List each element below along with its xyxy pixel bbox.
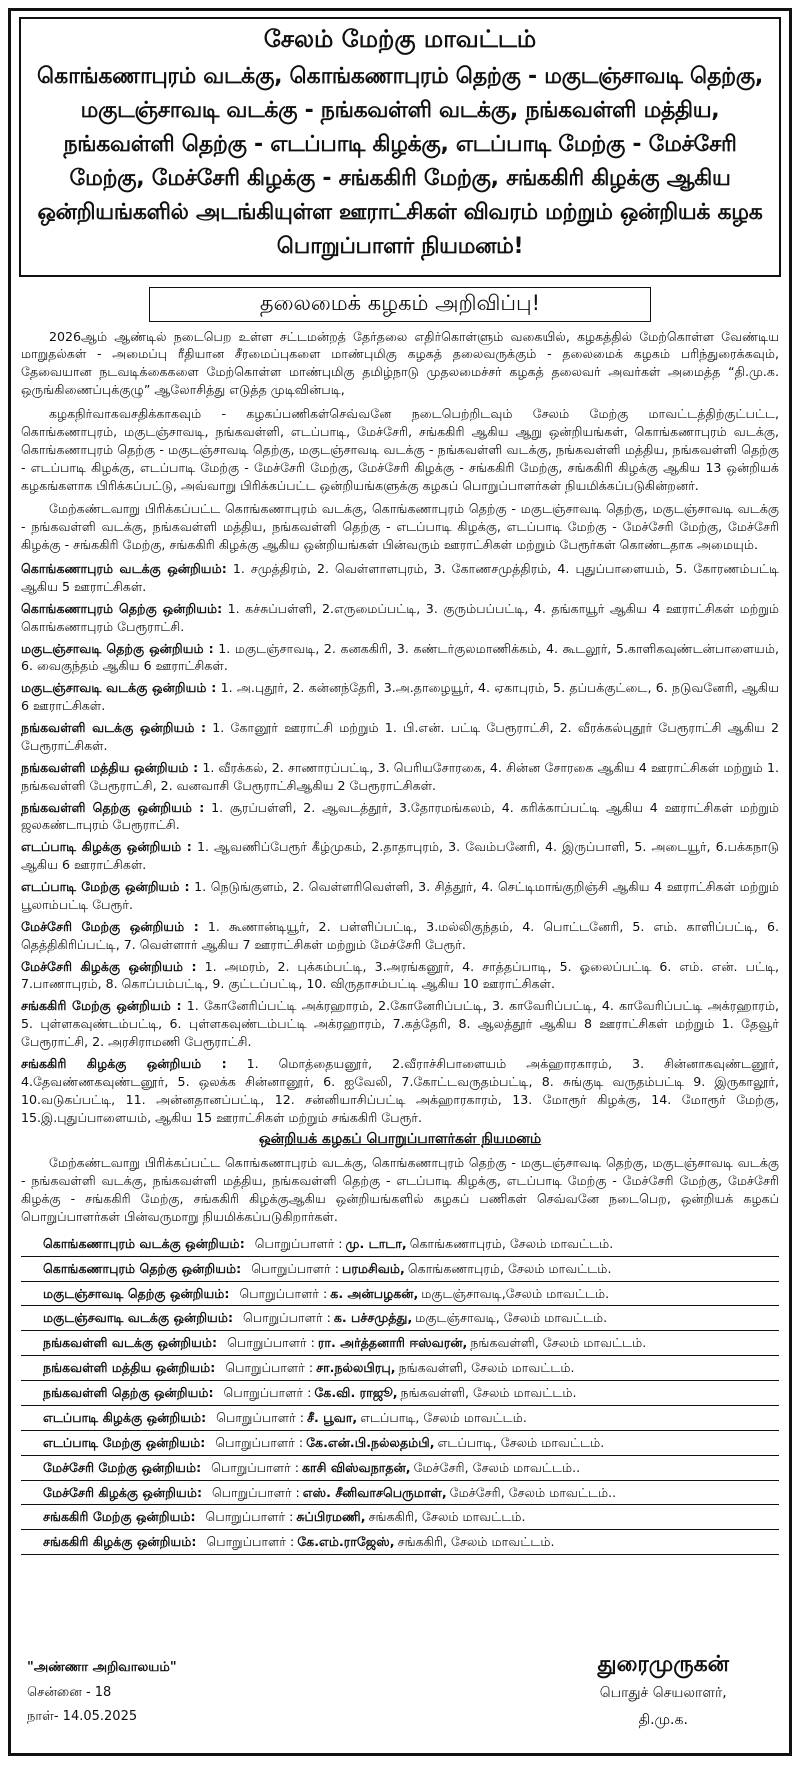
party-name: தி.மு.க. bbox=[638, 1711, 688, 1728]
appointment-row bbox=[21, 1306, 779, 1331]
office-name: "அண்ணா அறிவாலயம்" bbox=[27, 1660, 177, 1675]
appointee-place: நங்கவள்ளி, சேலம் மாவட்டம். bbox=[398, 1360, 575, 1376]
appointment-role: பொறுப்பாளர் : bbox=[243, 1310, 331, 1326]
appointee-place: மகுடஞ்சாவடி, சேலம் மாவட்டம். bbox=[415, 1310, 608, 1326]
appointment-role: பொறுப்பாளர் : bbox=[254, 1235, 343, 1251]
union-entry bbox=[21, 799, 779, 835]
appointment-union: மேச்சேரி மேற்கு ஒன்றியம்: bbox=[43, 1459, 202, 1475]
appointee-name: மு. டாடா, bbox=[345, 1235, 407, 1251]
appointment-row bbox=[21, 1282, 779, 1307]
paragraph: மேற்கண்டவாறு பிரிக்கப்பட்ட கொங்கணாபுரம் வடக்கு, கொங்கணாபுரம் தெற்கு - மகுடஞ்சாவடி தெற்கு, மகுடஞ்சாவடி வடக்கு - நங்கவள்ளி வடக்கு, நங்கவள்ளி மத்திய, நங்கவள்ளி தெற்கு - எடப்பாடி கிழக்கு, எடப்பாடி மேற்கு - மேச்சேரி மேற்கு, மேச்சேரி கிழக்கு - சங்ககிரி மேற்கு, சங்ககிரி கிழக்கு ஆகிய ஒன்றியங்கள் பின்வரும் ஊராட்சிகள் மற்றும் பேரூர்கள் கொண்டதாக அமையும். bbox=[21, 501, 779, 553]
announcement-banner: தலைமைக் கழகம் அறிவிப்பு! bbox=[149, 287, 651, 322]
appointee-place: மேச்சேரி, சேலம் மாவட்டம்.. bbox=[413, 1459, 581, 1475]
appointee-name: எஸ். சீனிவாசபெருமாள், bbox=[302, 1484, 447, 1500]
paragraph: 2026ஆம் ஆண்டில் நடைபெற உள்ள சட்டமன்றத் தேர்தலை எதிர்கொள்ளும் வகையில், கழகத்தில் மேற்கொள்ள வேண்டிய மாறுதல்கள் - அமைப்பு ரீதியான சீரமைப்புகளை மாண்புமிகு கழகத் தலைவருக்கும் - தலைமைக் கழகம் பரிந்துரைக்கவும், தேவையான நடவடிக்கைகளை மேற்கொள்ள மாண்புமிகு தமிழ்நாடு முதலமைச்சர் கழகத் தலைவர் அவர்கள் அமைத்த “தி.மு.க. ஒருங்கிணைப்புக்குழு” ஆலோசித்து எடுத்த முடிவின்படி, bbox=[21, 328, 779, 398]
union-entry bbox=[21, 997, 779, 1051]
appointment-row bbox=[21, 1456, 779, 1481]
appointment-union: கொங்கணாபுரம் வடக்கு ஒன்றியம்: bbox=[43, 1235, 245, 1251]
appointee-name: க. அன்பழகன், bbox=[330, 1285, 419, 1301]
footer bbox=[11, 1648, 789, 1753]
union-details: 1. கோனேரிப்பட்டி அக்ரஹாரம், 2.கோனேரிப்பட்டி, 3. காவேரிப்பட்டி, 4. காவேரிப்பட்டி அக்ரஹாரம், 5. புள்ளகவுண்டம்பட்டி, 6. புள்ளகவுண்டம்பட்டி அக்ரஹாரம், 7.கத்தேரி, 8. ஆலத்தூர் ஆகிய 8 ஊராட்சிகள் மற்றும் 1. தேவூர் பேரூராட்சி, 2. அரசிராமணி பேரூராட்சி. bbox=[21, 998, 779, 1050]
appointment-heading: ஒன்றியக் கழகப் பொறுப்பாளர்கள் நியமனம் bbox=[258, 1131, 542, 1148]
appointment-union: மகுடஞ்சவாடி வடக்கு ஒன்றியம்: bbox=[43, 1310, 234, 1326]
appointment-role: பொறுப்பாளர் : bbox=[212, 1484, 300, 1500]
appointee-place: நங்கவள்ளி, சேலம் மாவட்டம். bbox=[400, 1385, 577, 1401]
union-details: 1. அ.புதூர், 2. கன்னந்தேரி, 3.அ.தாழையூர், 4. ஏகாபுரம், 5. தப்பக்குட்டை, 6. நடுவனேரி, ஆகிய 6 ஊராட்சிகள். bbox=[21, 680, 779, 714]
appointment-row bbox=[21, 1481, 779, 1506]
appointment-union: நங்கவள்ளி மத்திய ஒன்றியம்: bbox=[43, 1360, 216, 1376]
signatory-name: துரைமுருகன் bbox=[597, 1652, 729, 1677]
union-title: சங்ககிரி மேற்கு ஒன்றியம் : bbox=[21, 998, 182, 1014]
appointment-row bbox=[21, 1257, 779, 1282]
appointment-row bbox=[21, 1356, 779, 1381]
appointment-role: பொறுப்பாளர் : bbox=[251, 1260, 339, 1276]
appointment-role: பொறுப்பாளர் : bbox=[206, 1534, 295, 1550]
appointment-union: நங்கவள்ளி தெற்கு ஒன்றியம்: bbox=[43, 1385, 214, 1401]
union-entry bbox=[21, 719, 779, 755]
union-title: மேச்சேரி மேற்கு ஒன்றியம் : bbox=[21, 918, 199, 934]
appointment-role: பொறுப்பாளர் : bbox=[239, 1285, 328, 1301]
appointment-role: பொறுப்பாளர் : bbox=[205, 1509, 294, 1525]
union-title: கொங்கணாபுரம் தெற்கு ஒன்றியம்: bbox=[21, 600, 223, 616]
union-entry bbox=[21, 878, 779, 914]
appointment-role: பொறுப்பாளர் : bbox=[215, 1434, 304, 1450]
union-details: 1. கச்சுப்பள்ளி, 2.எருமைப்பட்டி, 3. குரும்பப்பட்டி, 4. தங்காயூர் ஆகிய 4 ஊராட்சிகள் மற்றும் கொங்கணாபுரம் பேரூராட்சி. bbox=[21, 600, 779, 634]
union-title: சங்ககிரி கிழக்கு ஒன்றியம் : bbox=[21, 1055, 227, 1071]
union-details: 1. மொத்தையனூர், 2.வீராச்சிபாளையம் அக்ஹாரகாரம், 3. சின்னாகவுண்டனூர், 4.தேவண்ணகவுண்டனூர், 5. ஒலக்க சின்னானூர், 6. ஐவேலி, 7.கோட்டவருதம்பட்டி, 8. சுங்குடி வருதம்பட்டி 9. இருகாலூர், 10.வடுகப்பட்டி, 11. அன்னதானப்பட்டி, 12. சன்னியாசிப்பட்டி அக்ஹாரகாரம், 13. மோரூர் கிழக்கு, 14. மோரூர் மேற்கு, 15.இ.புதுப்பாளையம், ஆகிய 15 ஊராட்சிகள் மற்றும் சங்ககிரி பேரூர். bbox=[21, 1055, 779, 1125]
appointment-row bbox=[21, 1381, 779, 1406]
appointee-place: கொங்கணாபுரம், சேலம் மாவட்டம். bbox=[409, 1235, 614, 1251]
union-title: எடப்பாடி கிழக்கு ஒன்றியம் : bbox=[21, 839, 192, 855]
appointment-list bbox=[21, 1232, 779, 1555]
signatory-designation: பொதுச் செயலாளர், bbox=[599, 1685, 727, 1701]
office-city: சென்னை - 18 bbox=[27, 1684, 112, 1700]
footer-address-block bbox=[27, 1656, 177, 1730]
union-title: மேச்சேரி கிழக்கு ஒன்றியம் : bbox=[21, 958, 197, 974]
signature-block bbox=[598, 1652, 729, 1733]
appointee-place: எடப்பாடி, சேலம் மாவட்டம். bbox=[437, 1434, 605, 1450]
appointment-row bbox=[21, 1431, 779, 1456]
appointment-role: பொறுப்பாளர் : bbox=[223, 1385, 312, 1401]
appointee-place: மகுடஞ்சாவடி,சேலம் மாவட்டம். bbox=[421, 1285, 610, 1301]
union-title: நங்கவள்ளி மத்திய ஒன்றியம் : bbox=[21, 759, 199, 775]
union-details: 1. ஆவணிப்பேரூர் கீழ்முகம், 2.தாதாபுரம், 3. வேம்பனேரி, 4. இருப்பாளி, 5. அடையூர், 6.பக்கநாடு ஆகிய 6 ஊராட்சிகள். bbox=[21, 839, 779, 873]
union-entry bbox=[21, 600, 779, 636]
union-details: 1. கூணான்டியூர், 2. பள்ளிப்பட்டி, 3.மல்லிகுந்தம், 4. பொட்டனேரி, 5. எம். காளிப்பட்டி, 6. தெத்திகிரிப்பட்டி, 7. வெள்ளார் ஆகிய 7 ஊராட்சிகள் மற்றும் மேச்சேரி பேரூர். bbox=[21, 918, 780, 952]
union-entry bbox=[21, 759, 779, 795]
district-title: சேலம் மேற்கு மாவட்டம் bbox=[263, 25, 537, 53]
appointee-place: மேச்சேரி, சேலம் மாவட்டம்.. bbox=[449, 1484, 617, 1500]
appointee-name: ரா. அர்த்தனாரி ஈஸ்வரன், bbox=[317, 1335, 468, 1351]
appointee-name: கே.எம்.ராஜேஸ், bbox=[297, 1534, 395, 1550]
appointment-row bbox=[21, 1232, 779, 1257]
union-list bbox=[21, 560, 779, 1126]
header-box bbox=[19, 17, 781, 277]
appointment-row bbox=[21, 1505, 779, 1530]
appointment-union: சங்ககிரி கிழக்கு ஒன்றியம்: bbox=[43, 1534, 197, 1550]
notice-title: கொங்கணாபுரம் வடக்கு, கொங்கணாபுரம் தெற்கு - மகுடஞ்சாவடி தெற்கு, மகுடஞ்சாவடி வடக்கு - நங்கவள்ளி வடக்கு, நங்கவள்ளி மத்திய, நங்கவள்ளி தெற்கு - எடப்பாடி கிழக்கு, எடப்பாடி மேற்கு - மேச்சேரி மேற்கு, மேச்சேரி கிழக்கு - சங்ககிரி மேற்கு, சங்ககிரி கிழக்கு ஆகிய ஒன்றியங்களில் அடங்கியுள்ள ஊராட்சிகள் விவரம் மற்றும் ஒன்றியக் கழக பொறுப்பாளர் நியமனம்! bbox=[37, 64, 763, 260]
notice-body bbox=[11, 328, 789, 1556]
union-details: 1. அமரம், 2. புக்கம்பட்டி, 3.அரங்கனூர், 4. சாத்தப்பாடி, 5. ஓலைப்பட்டி 6. எம். என். பட்டி, 7.பாணாபுரம், 8. கொப்பம்பட்டி, 9. குட்டப்பட்டி, 10. விருதாசம்பட்டி ஆகிய 10 ஊராட்சிகள். bbox=[21, 958, 779, 992]
union-entry bbox=[21, 918, 779, 954]
union-title: மகுடஞ்சாவடி வடக்கு ஒன்றியம் : bbox=[21, 680, 217, 696]
notice-page bbox=[8, 8, 792, 1756]
appointee-name: சுப்பிரமணி, bbox=[296, 1509, 366, 1525]
appointee-place: எடப்பாடி, சேலம் மாவட்டம். bbox=[360, 1409, 527, 1425]
appointee-name: காசி விஸ்வநாதன், bbox=[301, 1459, 411, 1475]
appointment-union: எடப்பாடி மேற்கு ஒன்றியம்: bbox=[43, 1434, 206, 1450]
appointment-union: மேச்சேரி கிழக்கு ஒன்றியம்: bbox=[43, 1484, 202, 1500]
union-title: நங்கவள்ளி வடக்கு ஒன்றியம் : bbox=[21, 720, 207, 736]
union-details: 1. கோனூர் ஊராட்சி மற்றும் 1. பி.என். பட்டி பேரூராட்சி, 2. வீரக்கல்புதூர் பேரூராட்சி ஆகிய 2 பேரூராட்சிகள். bbox=[21, 720, 779, 753]
union-title: நங்கவள்ளி தெற்கு ஒன்றியம் : bbox=[21, 799, 205, 815]
appointment-union: எடப்பாடி கிழக்கு ஒன்றியம்: bbox=[43, 1409, 207, 1425]
appointee-name: கே.என்.பி.நல்லதம்பி, bbox=[306, 1434, 435, 1450]
union-details: 1. மகுடஞ்சாவடி, 2. கனககிரி, 3. கண்டர்குலமாணிக்கம், 4. கூடலூர், 5.காளிகவுண்டன்பாளையம், 6. வைகுந்தம் ஆகிய 6 ஊராட்சிகள். bbox=[21, 640, 779, 674]
union-entry bbox=[21, 640, 779, 676]
appointee-name: சா.நல்லபிரபு, bbox=[316, 1360, 396, 1376]
union-entry bbox=[21, 838, 779, 874]
appointment-union: கொங்கணாபுரம் தெற்கு ஒன்றியம்: bbox=[43, 1260, 242, 1276]
union-entry bbox=[21, 958, 779, 994]
notice-date: நாள்- 14.05.2025 bbox=[27, 1709, 138, 1725]
union-details: 1. வீரக்கல், 2. சாணாரப்பட்டி, 3. பெரியசோரகை, 4. சின்ன சோரகை ஆகிய 4 ஊராட்சிகள் மற்றும் 1. நங்கவள்ளி பேரூராட்சி, 2. வனவாசி பேரூராட்சிஆகிய 2 பேரூராட்சிகள். bbox=[21, 759, 779, 793]
appointment-intro: மேற்கண்டவாறு பிரிக்கப்பட்ட கொங்கணாபுரம் வடக்கு, கொங்கணாபுரம் தெற்கு - மகுடஞ்சாவடி தெற்கு, மகுடஞ்சாவடி வடக்கு - நங்கவள்ளி வடக்கு, நங்கவள்ளி மத்திய, நங்கவள்ளி தெற்கு - எடப்பாடி கிழக்கு, எடப்பாடி மேற்கு - மேச்சேரி மேற்கு, மேச்சேரி கிழக்கு - சங்ககிரி மேற்கு, சங்ககிரி கிழக்குஆகிய ஒன்றியங்களில் கழகப் பணிகள் செவ்வனே நடைபெற, ஒன்றியக் கழகப் பொறுப்பாளர்கள் பின்வருமாறு நியமிக்கப்படுகிறார்கள். bbox=[21, 1155, 780, 1224]
union-title: மகுடஞ்சாவடி தெற்கு ஒன்றியம் : bbox=[21, 640, 214, 656]
appointment-row bbox=[21, 1406, 779, 1431]
appointee-place: நங்கவள்ளி, சேலம் மாவட்டம். bbox=[470, 1335, 647, 1351]
union-details: 1. சூரப்பள்ளி, 2. ஆவடத்தூர், 3.தோரமங்கலம், 4. கரிக்காப்பட்டி ஆகிய 4 ஊராட்சிகள் மற்றும் ஜலகண்டாபுரம் பேரூராட்சி. bbox=[21, 799, 779, 833]
appointee-name: கே.வி. ராஜூ, bbox=[314, 1385, 398, 1401]
appointment-union: மகுடஞ்சாவடி தெற்கு ஒன்றியம்: bbox=[43, 1285, 230, 1301]
appointment-union: நங்கவள்ளி வடக்கு ஒன்றியம்: bbox=[43, 1335, 218, 1351]
appointment-role: பொறுப்பாளர் : bbox=[211, 1459, 299, 1475]
appointee-name: பரமசிவம், bbox=[341, 1260, 405, 1276]
appointment-role: பொறுப்பாளர் : bbox=[227, 1335, 315, 1351]
appointee-place: சங்ககிரி, சேலம் மாவட்டம். bbox=[368, 1509, 526, 1525]
appointment-role: பொறுப்பாளர் : bbox=[225, 1360, 314, 1376]
appointee-name: க. பச்சமுத்து, bbox=[333, 1310, 413, 1326]
union-entry bbox=[21, 1055, 779, 1127]
union-entry bbox=[21, 560, 779, 596]
union-entry bbox=[21, 679, 779, 715]
appointee-place: சங்ககிரி, சேலம் மாவட்டம். bbox=[397, 1534, 555, 1550]
appointee-name: சீ. பூவா, bbox=[306, 1409, 358, 1425]
union-details: 1. சமுத்திரம், 2. வெள்ளாளபுரம், 3. கோணசமுத்திரம், 4. புதுப்பாளையம், 5. கோரணம்பட்டி ஆகிய 5 ஊராட்சிகள். bbox=[21, 561, 779, 594]
paragraph: கழகநிர்வாகவசதிக்காகவும் - கழகப்பணிகள்செவ்வனே நடைபெற்றிடவும் சேலம் மேற்கு மாவட்டத்திற்குட்பட்ட, கொங்கணாபுரம், மகுடஞ்சாவடி, நங்கவள்ளி, எடப்பாடி, மேச்சேரி, சங்ககிரி ஆகிய ஆறு ஒன்றியங்கள், கொங்கணாபுரம் வடக்கு, கொங்கணாபுரம் தெற்கு - மகுடஞ்சாவடி தெற்கு, மகுடஞ்சாவடி வடக்கு - நங்கவள்ளி வடக்கு, நங்கவள்ளி மத்திய, நங்கவள்ளி தெற்கு - எடப்பாடி கிழக்கு, எடப்பாடி மேற்கு - மேச்சேரி மேற்கு, மேச்சேரி கிழக்கு - சங்ககிரி மேற்கு, சங்ககிரி கிழக்கு ஆகிய 13 ஒன்றியக் கழகங்களாக பிரிக்கப்பட்டு, அவ்வாறு பிரிக்கப்பட்ட ஒன்றியங்களுக்கு கழகப் பொறுப்பாளர்கள் நியமிக்கப்படுகின்றனர். bbox=[21, 406, 779, 493]
appointee-place: கொங்கணாபுரம், சேலம் மாவட்டம். bbox=[407, 1260, 612, 1276]
appointment-role: பொறுப்பாளர் : bbox=[216, 1409, 304, 1425]
appointment-union: சங்ககிரி மேற்கு ஒன்றியம்: bbox=[43, 1509, 196, 1525]
union-title: எடப்பாடி மேற்கு ஒன்றியம் : bbox=[21, 879, 190, 895]
appointment-row bbox=[21, 1530, 779, 1555]
union-details: 1. நெடுங்குளம், 2. வெள்ளரிவெள்ளி, 3. சித்தூர், 4. செட்டிமாங்குறிஞ்சி ஆகிய 4 ஊராட்சிகள் மற்றும் பூலாம்பட்டி பேரூர். bbox=[21, 879, 779, 912]
appointment-row bbox=[21, 1331, 779, 1356]
union-title: கொங்கணாபுரம் வடக்கு ஒன்றியம்: bbox=[21, 561, 227, 577]
